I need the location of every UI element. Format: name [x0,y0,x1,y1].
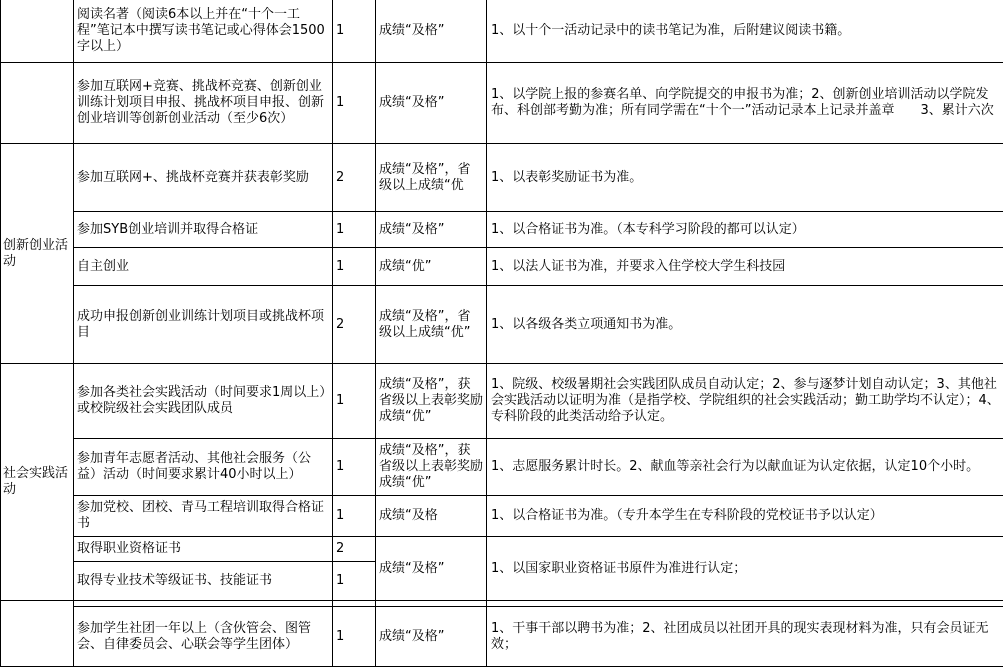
credit-cell[interactable]: 1 [333,63,376,144]
table-row [1,364,1003,439]
note-cell[interactable]: 1、以国家职业资格证书原件为准进行认定； [487,537,1003,601]
table-row [1,537,1003,562]
credit-cell[interactable]: 1 [333,248,376,286]
table-row [1,439,1003,496]
category-cell[interactable] [1,601,74,667]
note-cell[interactable]: 1、志愿服务累计时长。2、献血等亲社会行为以献血证为认定依据，认定10个小时。 [487,439,1003,496]
item-cell[interactable]: 成功申报创新创业训练计划项目或挑战杯项目 [74,286,333,364]
standard-cell[interactable]: 成绩“及格”，获省级以上表彰奖励成绩“优” [376,439,487,496]
item-cell[interactable]: 参加青年志愿者活动、其他社会服务（公益）活动（时间要求累计40小时以上） [74,439,333,496]
table-row [1,212,1003,248]
table-row [1,248,1003,286]
category-cell[interactable] [1,63,74,144]
table-row [1,286,1003,364]
note-cell[interactable]: 1、以合格证书为准。（专升本学生在专科阶段的党校证书予以认定） [487,496,1003,537]
category-cell[interactable] [1,0,74,63]
item-cell[interactable]: 参加互联网+竞赛、挑战杯竞赛、创新创业训练计划项目申报、挑战杯项目申报、创新创业培训等创新创业活动（至少6次） [74,63,333,144]
table-row [1,496,1003,537]
standard-cell[interactable]: 成绩“及格”，获省级以上表彰奖励成绩“优” [376,364,487,439]
item-cell[interactable]: 参加各类社会实践活动（时间要求1周以上）或校院级社会实践团队成员 [74,364,333,439]
credit-cell[interactable]: 1 [333,439,376,496]
item-cell[interactable]: 取得职业资格证书 [74,537,333,562]
credit-cell[interactable]: 1 [333,562,376,601]
standard-cell[interactable]: 成绩“及格” [376,537,487,601]
credit-cell[interactable]: 2 [333,286,376,364]
credit-cell[interactable]: 1 [333,496,376,537]
credit-cell[interactable]: 2 [333,144,376,212]
item-cell[interactable]: 自主创业 [74,248,333,286]
item-cell[interactable]: 取得专业技术等级证书、技能证书 [74,562,333,601]
standard-cell[interactable]: 成绩“及格” [376,63,487,144]
category-cell[interactable]: 社会实践活动 [1,364,74,601]
table-row [1,144,1003,212]
table-row [1,0,1003,63]
standard-cell[interactable]: 成绩“及格” [376,212,487,248]
standard-cell[interactable]: 成绩“及格” [376,0,487,63]
standard-cell[interactable]: 成绩“及格 [376,496,487,537]
item-cell[interactable]: 参加党校、团校、青马工程培训取得合格证书 [74,496,333,537]
note-cell[interactable]: 1、以各级各类立项通知书为准。 [487,286,1003,364]
credit-cell[interactable]: 1 [333,364,376,439]
credit-cell[interactable]: 1 [333,607,376,667]
standard-cell[interactable]: 成绩“及格”，省级以上成绩“优 [376,144,487,212]
note-cell[interactable]: 1、院级、校级暑期社会实践团队成员自动认定；2、参与逐梦计划自动认定；3、其他社会实践活动以证明为准（是指学校、学院组织的社会实践活动；勤工助学均不认定）；4、专科阶段的此类活动给予认定。 [487,364,1003,439]
standard-cell[interactable]: 成绩“及格”，省级以上成绩“优” [376,286,487,364]
credit-cell[interactable]: 1 [333,0,376,63]
note-cell[interactable]: 1、以十个一活动记录中的读书笔记为准，后附建议阅读书籍。 [487,0,1003,63]
credit-cell[interactable]: 2 [333,537,376,562]
category-cell[interactable]: 创新创业活动 [1,144,74,364]
standard-cell[interactable]: 成绩“及格” [376,607,487,667]
standard-cell[interactable]: 成绩“优” [376,248,487,286]
credit-cell[interactable]: 1 [333,212,376,248]
table-row [1,63,1003,144]
note-cell[interactable]: 1、以学院上报的参赛名单、向学院提交的申报书为准；2、创新创业培训活动以学院发布、科创部考勤为准；所有同学需在“十个一”活动记录本上记录并盖章 3、累计六次 [487,63,1003,144]
note-cell[interactable]: 1、干事干部以聘书为准；2、社团成员以社团开具的现实表现材料为准，只有会员证无效； [487,607,1003,667]
item-cell[interactable]: 参加学生社团一年以上（含伙管会、图管会、自律委员会、心联会等学生团体） [74,607,333,667]
item-cell[interactable]: 参加互联网+、挑战杯竞赛并获表彰奖励 [74,144,333,212]
table-row [1,607,1003,667]
note-cell[interactable]: 1、以表彰奖励证书为准。 [487,144,1003,212]
item-cell[interactable]: 参加SYB创业培训并取得合格证 [74,212,333,248]
note-cell[interactable]: 1、以法人证书为准，并要求入住学校大学生科技园 [487,248,1003,286]
note-cell[interactable]: 1、以合格证书为准。（本专科学习阶段的都可以认定） [487,212,1003,248]
item-cell[interactable]: 阅读名著（阅读6本以上并在“十个一工程”笔记本中撰写读书笔记或心得体会1500字以上） [74,0,333,63]
